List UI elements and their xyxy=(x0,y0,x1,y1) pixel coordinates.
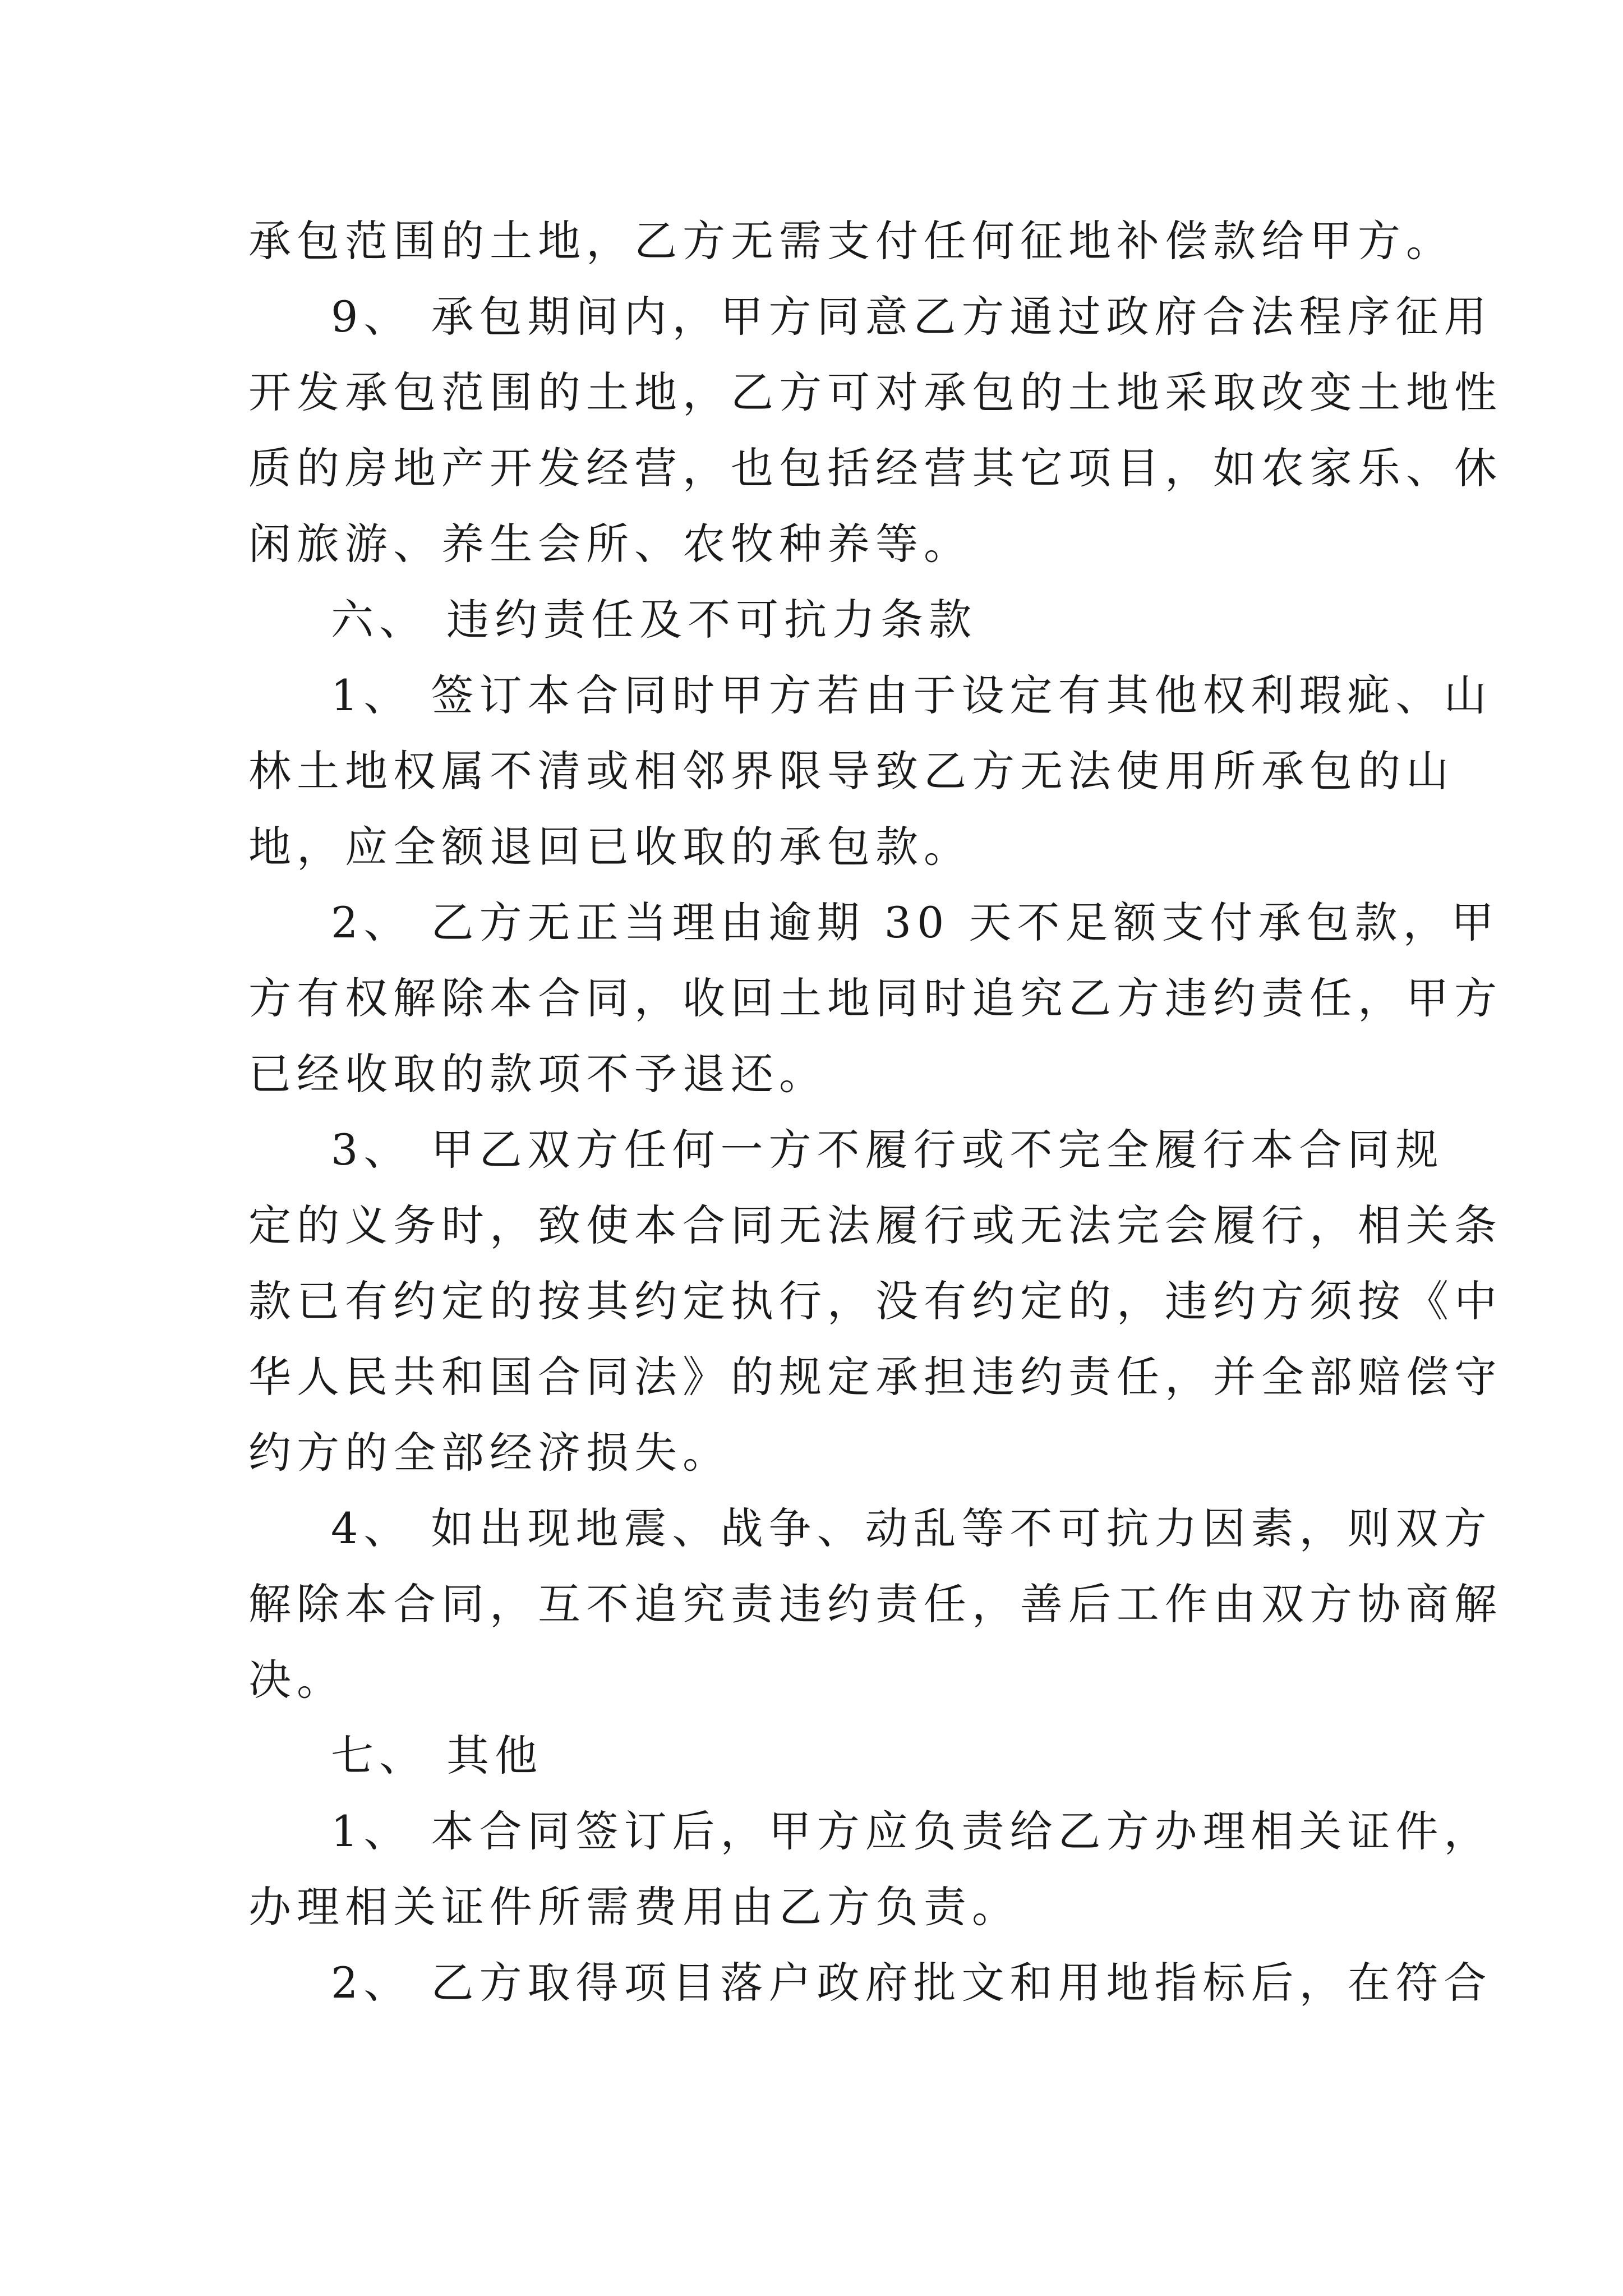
clause-2-line: 2、 乙方取得项目落户政府批文和用地指标后，在符合 xyxy=(331,1958,1492,2008)
text-line: 质的房地产开发经营，也包括经营其它项目，如农家乐、休 xyxy=(248,443,1502,493)
text-line: 承包范围的土地，乙方无需支付任何征地补偿款给甲方。 xyxy=(248,216,1454,266)
text-line: 决。 xyxy=(248,1655,345,1705)
text-line: 林土地权属不清或相邻界限导致乙方无法使用所承包的山 xyxy=(248,746,1454,796)
clause-3-line: 3、 甲乙双方任何一方不履行或不完全履行本合同规 xyxy=(331,1125,1444,1175)
clause-2-line: 2、 乙方无正当理由逾期 30 天不足额支付承包款，甲 xyxy=(331,898,1500,947)
text-line: 款已有约定的按其约定执行，没有约定的，违约方须按《中 xyxy=(248,1276,1502,1326)
text-line: 办理相关证件所需费用由乙方负责。 xyxy=(248,1882,1020,1932)
text-line: 地，应全额退回已收取的承包款。 xyxy=(248,822,972,872)
text-line: 定的义务时，致使本合同无法履行或无法完会履行，相关条 xyxy=(248,1200,1502,1250)
section-heading-6: 六、 违约责任及不可抗力条款 xyxy=(331,595,978,645)
text-line: 已经收取的款项不予退还。 xyxy=(248,1049,827,1099)
section-heading-7: 七、 其他 xyxy=(331,1731,543,1780)
text-line: 约方的全部经济损失。 xyxy=(248,1428,731,1478)
text-line: 开发承包范围的土地，乙方可对承包的土地采取改变土地性 xyxy=(248,367,1502,417)
clause-9-line: 9、 承包期间内，甲方同意乙方通过政府合法程序征用 xyxy=(331,292,1492,342)
clause-4-line: 4、 如出现地震、战争、动乱等不可抗力因素，则双方 xyxy=(331,1503,1492,1553)
text-line: 解除本合同，互不追究责违约责任，善后工作由双方协商解 xyxy=(248,1579,1502,1629)
text-line: 闲旅游、养生会所、农牧种养等。 xyxy=(248,519,972,569)
text-line: 方有权解除本合同，收回土地同时追究乙方违约责任，甲方 xyxy=(248,973,1502,1023)
clause-1-line: 1、 签订本合同时甲方若由于设定有其他权利瑕疵、山 xyxy=(331,670,1492,720)
clause-1-line: 1、 本合同签订后，甲方应负责给乙方办理相关证件， xyxy=(331,1806,1492,1856)
text-line: 华人民共和国合同法》的规定承担违约责任，并全部赔偿守 xyxy=(248,1352,1502,1402)
